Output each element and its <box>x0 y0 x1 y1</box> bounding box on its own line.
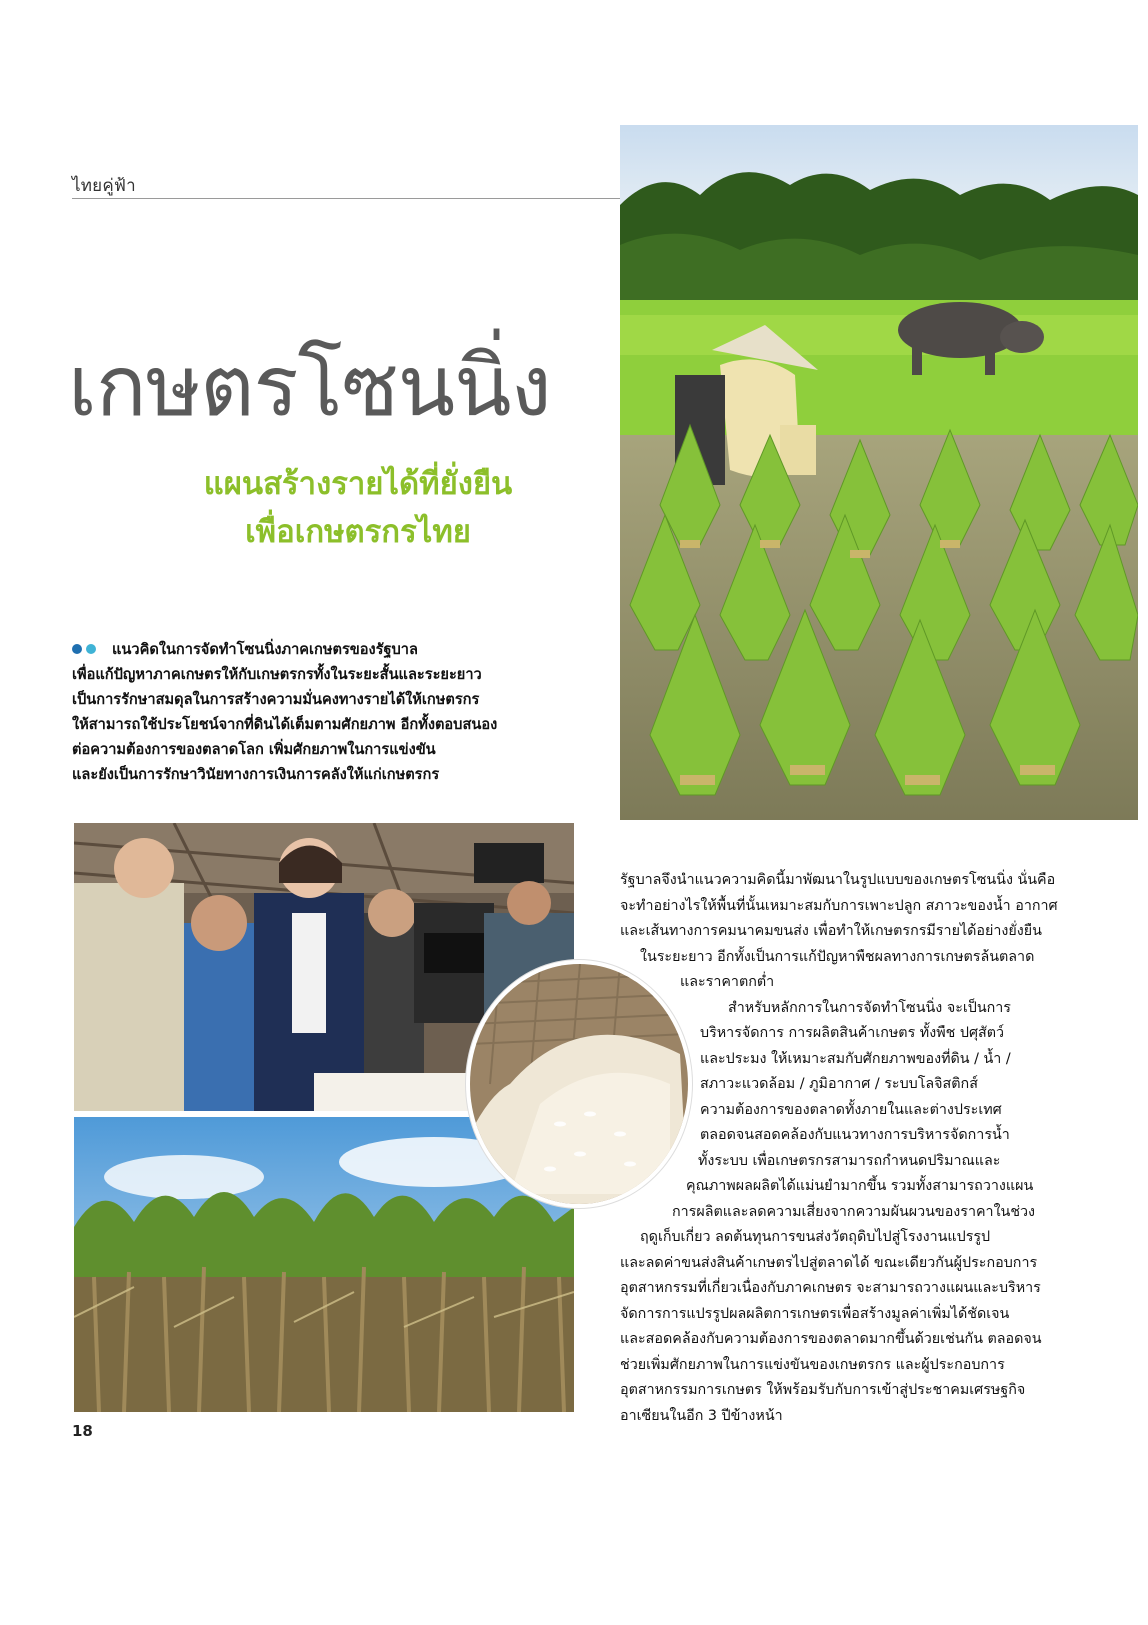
subtitle-line: เพื่อเกษตรกรไทย <box>245 514 471 550</box>
rice-field-photo <box>620 125 1138 820</box>
intro-line: เป็นการรักษาสมดุลในการสร้างความมั่นคงทางรายได้ให้เกษตรกร <box>72 691 480 708</box>
body-line: และลดค่าขนส่งสินค้าเกษตรไปสู่ตลาดได้ ขณะเดียวกันผู้ประกอบการ <box>620 1254 1038 1271</box>
body-line: อุตสาหกรรมที่เกี่ยวเนื่องกับภาคเกษตร จะสามารถวางแผนและบริหาร <box>620 1280 1041 1296</box>
article-subtitle <box>118 460 598 556</box>
body-line: จะทำอย่างไรให้พื้นที่นั้นเหมาะสมกับการเพาะปลูก สภาวะของน้ำ อากาศ <box>620 897 1058 914</box>
subtitle-line: แผนสร้างรายได้ที่ยั่งยืน <box>203 466 513 502</box>
body-line: บริหารจัดการ การผลิตสินค้าเกษตร ทั้งพืช ปศุสัตว์ <box>700 1025 1005 1041</box>
body-line: ทั้งระบบ เพื่อเกษตรกรสามารถกำหนดปริมาณและ <box>698 1152 1001 1169</box>
intro-line: ให้สามารถใช้ประโยชน์จากที่ดินได้เต็มตามศักยภาพ อีกทั้งตอบสนอง <box>72 716 498 733</box>
page-number: 18 <box>72 1422 93 1440</box>
header-rule <box>72 198 620 199</box>
bullet-dot-icon <box>86 644 96 654</box>
body-line: ในระยะยาว อีกทั้งเป็นการแก้ปัญหาพืชผลทางการเกษตรล้นตลาด <box>640 948 1035 965</box>
body-line: ช่วยเพิ่มศักยภาพในการแข่งขันของเกษตรกร และผู้ประกอบการ <box>620 1356 1005 1373</box>
body-line: ตลอดจนสอดคล้องกับแนวทางการบริหารจัดการน้ำ <box>700 1127 1010 1143</box>
body-line: อาเซียนในอีก 3 ปีข้างหน้า <box>620 1407 783 1424</box>
body-line: และเส้นทางการคมนาคมขนส่ง เพื่อทำให้เกษตรกรมีรายได้อย่างยั่งยืน <box>620 923 1042 939</box>
intro-line: เพื่อแก้ปัญหาภาคเกษตรให้กับเกษตรกรทั้งในระยะสั้นและระยะยาว <box>72 666 482 683</box>
body-line: ความต้องการของตลาดทั้งภายในและต่างประเทศ <box>700 1101 1002 1118</box>
body-line: คุณภาพผลผลิตได้แม่นยำมากขึ้น รวมทั้งสามารถวางแผน <box>686 1178 1034 1194</box>
bullet-dot-icon <box>72 644 82 654</box>
article-title: เกษตรโซนนิ่ง <box>68 337 551 435</box>
intro-line: และยังเป็นการรักษาวินัยทางการเงินการคลังให้แก่เกษตรกร <box>72 766 440 783</box>
body-line: และประมง ให้เหมาะสมกับศักยภาพของที่ดิน / น้ำ / <box>700 1050 1011 1067</box>
body-line: การผลิตและลดความเสี่ยงจากความผันผวนของราคาในช่วง <box>672 1203 1036 1220</box>
body-line: สภาวะแวดล้อม / ภูมิอากาศ / ระบบโลจิสติกส์ <box>700 1076 978 1092</box>
body-line: จัดการการแปรรูปผลผลิตการเกษตรเพื่อสร้างมูลค่าเพิ่มได้ชัดเจน <box>620 1305 1010 1322</box>
body-line: รัฐบาลจึงนำแนวความคิดนี้มาพัฒนาในรูปแบบของเกษตรโซนนิ่ง นั่นคือ <box>620 872 1056 888</box>
body-line: สำหรับหลักการในการจัดทำโซนนิ่ง จะเป็นการ <box>728 999 1011 1016</box>
section-label: ไทยคู่ฟ้า <box>72 176 136 196</box>
body-text <box>620 868 1130 1429</box>
body-line: ฤดูเก็บเกี่ยว ลดต้นทุนการขนส่งวัตถุดิบไปสู่โรงงานแปรรูป <box>640 1229 991 1245</box>
intro-line: ต่อความต้องการของตลาดโลก เพิ่มศักยภาพในการแข่งขัน <box>72 741 436 758</box>
body-line: และสอดคล้องกับความต้องการของตลาดมากขึ้นด้วยเช่นกัน ตลอดจน <box>620 1331 1042 1347</box>
body-line: และราคาตกต่ำ <box>680 974 775 990</box>
intro-paragraph <box>72 637 572 787</box>
intro-line: แนวคิดในการจัดทำโซนนิ่งภาคเกษตรของรัฐบาล <box>112 641 418 658</box>
body-line: อุตสาหกรรมการเกษตร ให้พร้อมรับกับการเข้าสู่ประชาคมเศรษฐกิจ <box>620 1382 1026 1398</box>
